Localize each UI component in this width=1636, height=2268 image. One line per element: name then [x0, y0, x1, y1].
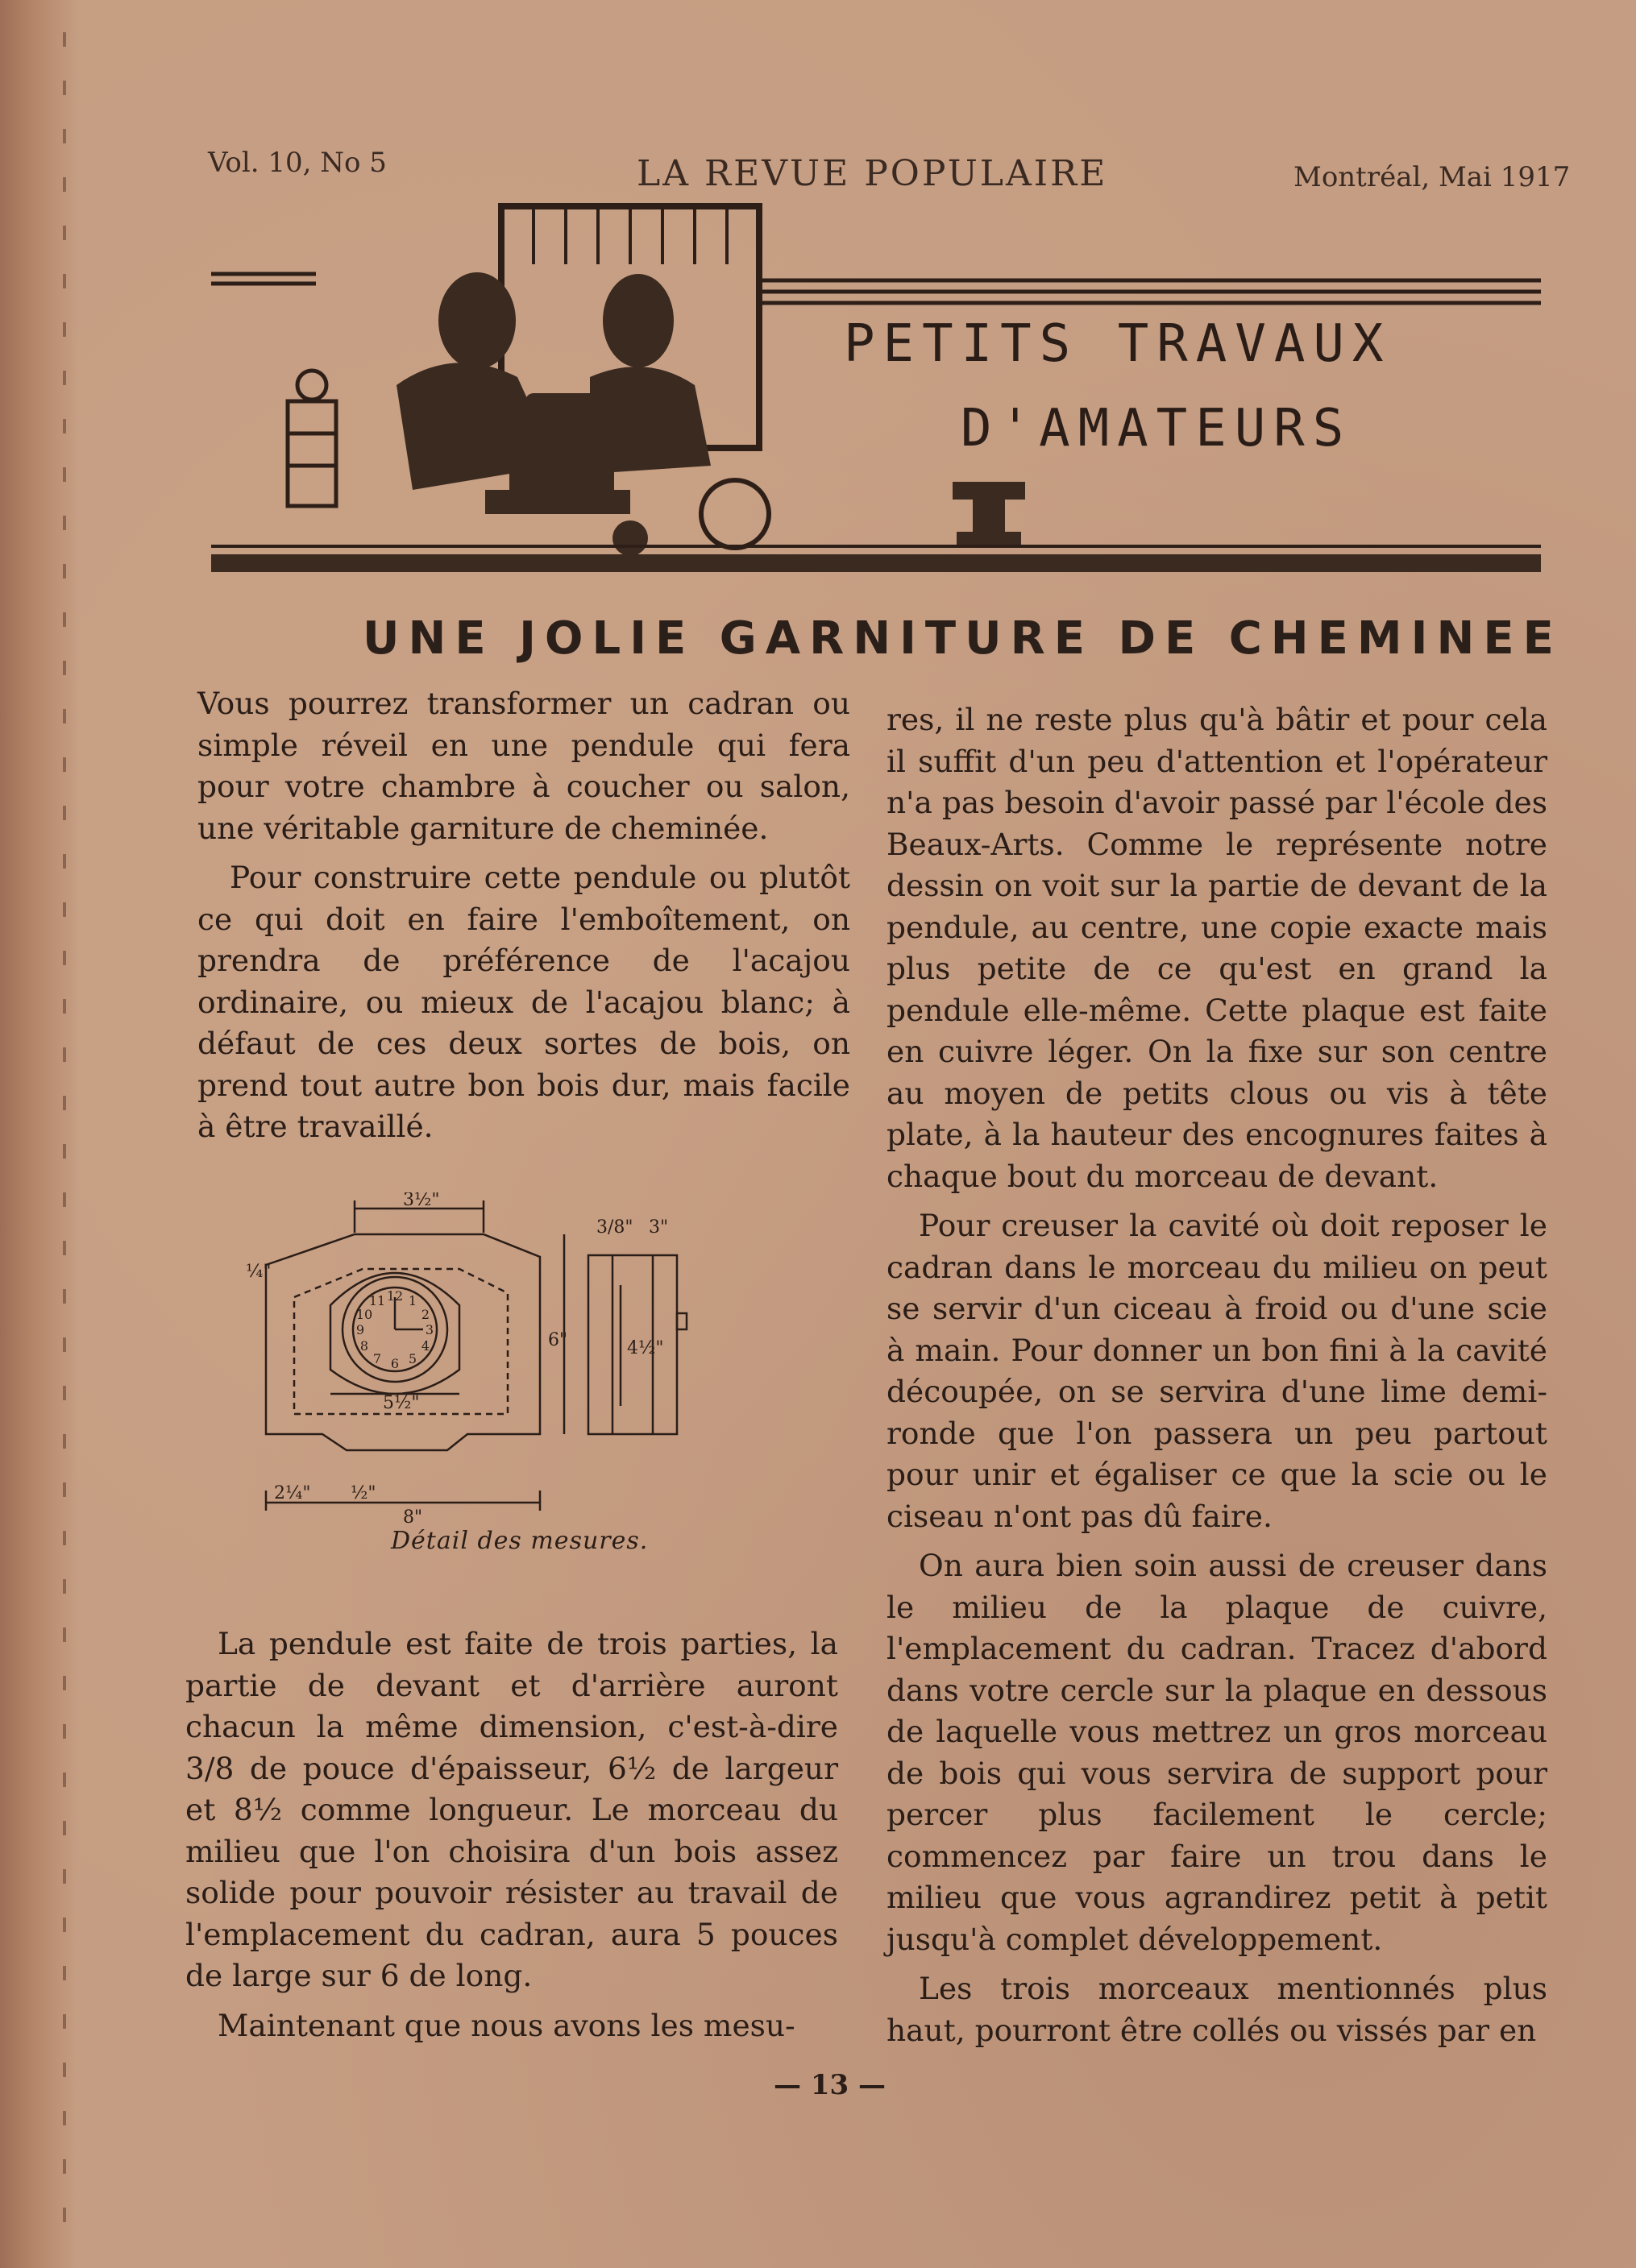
- dimension-label: 3½": [403, 1192, 440, 1210]
- figure-caption: Détail des mesures.: [391, 1527, 649, 1555]
- paragraph: Pour creuser la cavité où doit reposer le cadran dans le morceau du milieu on peut se servir d'un ciceau à froid ou d'une scie à main. Pour donner un bon fini à la cavité découpée, on se servira d'une lime demi-ronde que l'on passera un peu partout pour unir et égaliser ce que la scie ou le ciseau n'ont pas dû faire.: [887, 1208, 1547, 1534]
- paragraph: Vous pourrez transformer un cadran ou simple réveil en une pendule qui fera pour votre chambre à coucher ou salon, une véritable garniture de cheminée.: [197, 686, 850, 846]
- clock-numeral: 4: [421, 1338, 430, 1354]
- banner-floor: [211, 554, 1541, 572]
- clock-numeral: 3: [425, 1322, 434, 1337]
- clock-numeral: 12: [386, 1288, 404, 1304]
- dimension-label: 8": [403, 1507, 423, 1528]
- paragraph: On aura bien soin aussi de creuser dans le milieu de la plaque de cuivre, l'emplacement du cadran. Tracez d'abord dans votre cercle sur la plaque en dessous de laquelle vous mettrez un gros morceau de bois qui vous servira de support pour percer plus facilement le cercle; commencez par faire un trou dans le milieu que vous agrandirez petit à petit jusqu'à complet développement.: [887, 1548, 1547, 1957]
- dimension-label: 3/8": [596, 1217, 633, 1238]
- page-number: — 13 —: [774, 2069, 886, 2101]
- paragraph: Pour construire cette pendule ou plutôt ce qui doit en faire l'emboîtement, on prendra de préférence de l'acajou ordinaire, ou mieux de l'acajou blanc; à défaut de ces deux sortes de bois, on prend tout autre bon bois dur, mais facile à être travaillé.: [197, 860, 850, 1144]
- article-title: UNE JOLIE GARNITURE DE CHEMINEE: [363, 612, 1563, 665]
- clock-numeral: 2: [421, 1307, 430, 1322]
- wheel-illustration: [701, 480, 769, 548]
- paragraph: Les trois morceaux mentionnés plus haut, pourront être collés ou vissés par en: [887, 1971, 1547, 2048]
- dimension-label: 4½": [627, 1338, 664, 1358]
- section-banner: [211, 200, 1541, 603]
- clock-numeral: 9: [355, 1322, 365, 1337]
- left-column-top: [197, 683, 850, 1156]
- clock-numeral: 8: [359, 1338, 369, 1354]
- measurement-diagram: [242, 1192, 806, 1531]
- gear-illustration: [612, 520, 648, 556]
- paragraph: res, il ne reste plus qu'à bâtir et pour cela il suffit d'un peu d'attention et l'opérateur n'a pas besoin d'avoir passé par l'école des Beaux-Arts. Comme le représente notre dessin on voit sur la partie de devant de la pendule, au centre, une copie exacte mais plus petite de ce qu'est en grand la pendule elle-même. Cette plaque est faite en cuivre léger. On la fixe sur son centre au moyen de petits clous ou vis à tête plate, à la hauteur des encognures faites à chaque bout du morceau de devant.: [887, 702, 1547, 1194]
- banner-illustration: [211, 200, 1541, 603]
- binding-stitching: [63, 32, 66, 2240]
- dimension-label: ½": [351, 1483, 376, 1503]
- dimension-label: 5½": [383, 1393, 420, 1413]
- clock-diagram: [242, 1192, 806, 1531]
- dimension-label: 2¼": [274, 1483, 311, 1503]
- journal-title: LA REVUE POPULAIRE: [637, 153, 1108, 194]
- clock-front-outline: [266, 1234, 540, 1450]
- clock-numeral: 5: [408, 1351, 417, 1366]
- right-column: [887, 699, 1547, 2059]
- lamp-illustration: [288, 371, 336, 506]
- dimension-label: 3": [649, 1217, 669, 1238]
- dimension-label: 6": [548, 1330, 568, 1350]
- banner-title-line1: PETITS TRAVAUX: [844, 314, 1392, 374]
- paragraph: La pendule est faite de trois parties, la partie de devant et d'arrière auront chacun la même dimension, c'est-à-dire 3/8 de pouce d'épaisseur, 6½ de largeur et 8½ comme longueur. Le morceau du milieu que l'on choisira d'un bois assez solide pour pouvoir résister au travail de l'emplacement du cadran, aura 5 pouces de large sur 6 de long.: [185, 1626, 838, 1993]
- banner-rules: [211, 274, 1541, 303]
- clock-numeral: 10: [355, 1307, 373, 1322]
- workers-illustration: [397, 272, 711, 514]
- clock-numeral: 7: [372, 1351, 382, 1366]
- volume-number: Vol. 10, No 5: [208, 147, 387, 179]
- left-column-bottom: [185, 1623, 838, 2054]
- clock-numeral: 11: [368, 1293, 386, 1308]
- anvil-illustration: [953, 482, 1025, 548]
- dimension-label: ¼": [246, 1262, 272, 1282]
- clock-numeral: 1: [408, 1293, 417, 1308]
- banner-title-line2: D'AMATEURS: [961, 399, 1352, 458]
- clock-numeral: 6: [390, 1356, 400, 1371]
- paragraph: Maintenant que nous avons les mesu-: [218, 2007, 795, 2043]
- dateline: Montréal, Mai 1917: [1293, 161, 1571, 193]
- window-bars: [534, 209, 727, 264]
